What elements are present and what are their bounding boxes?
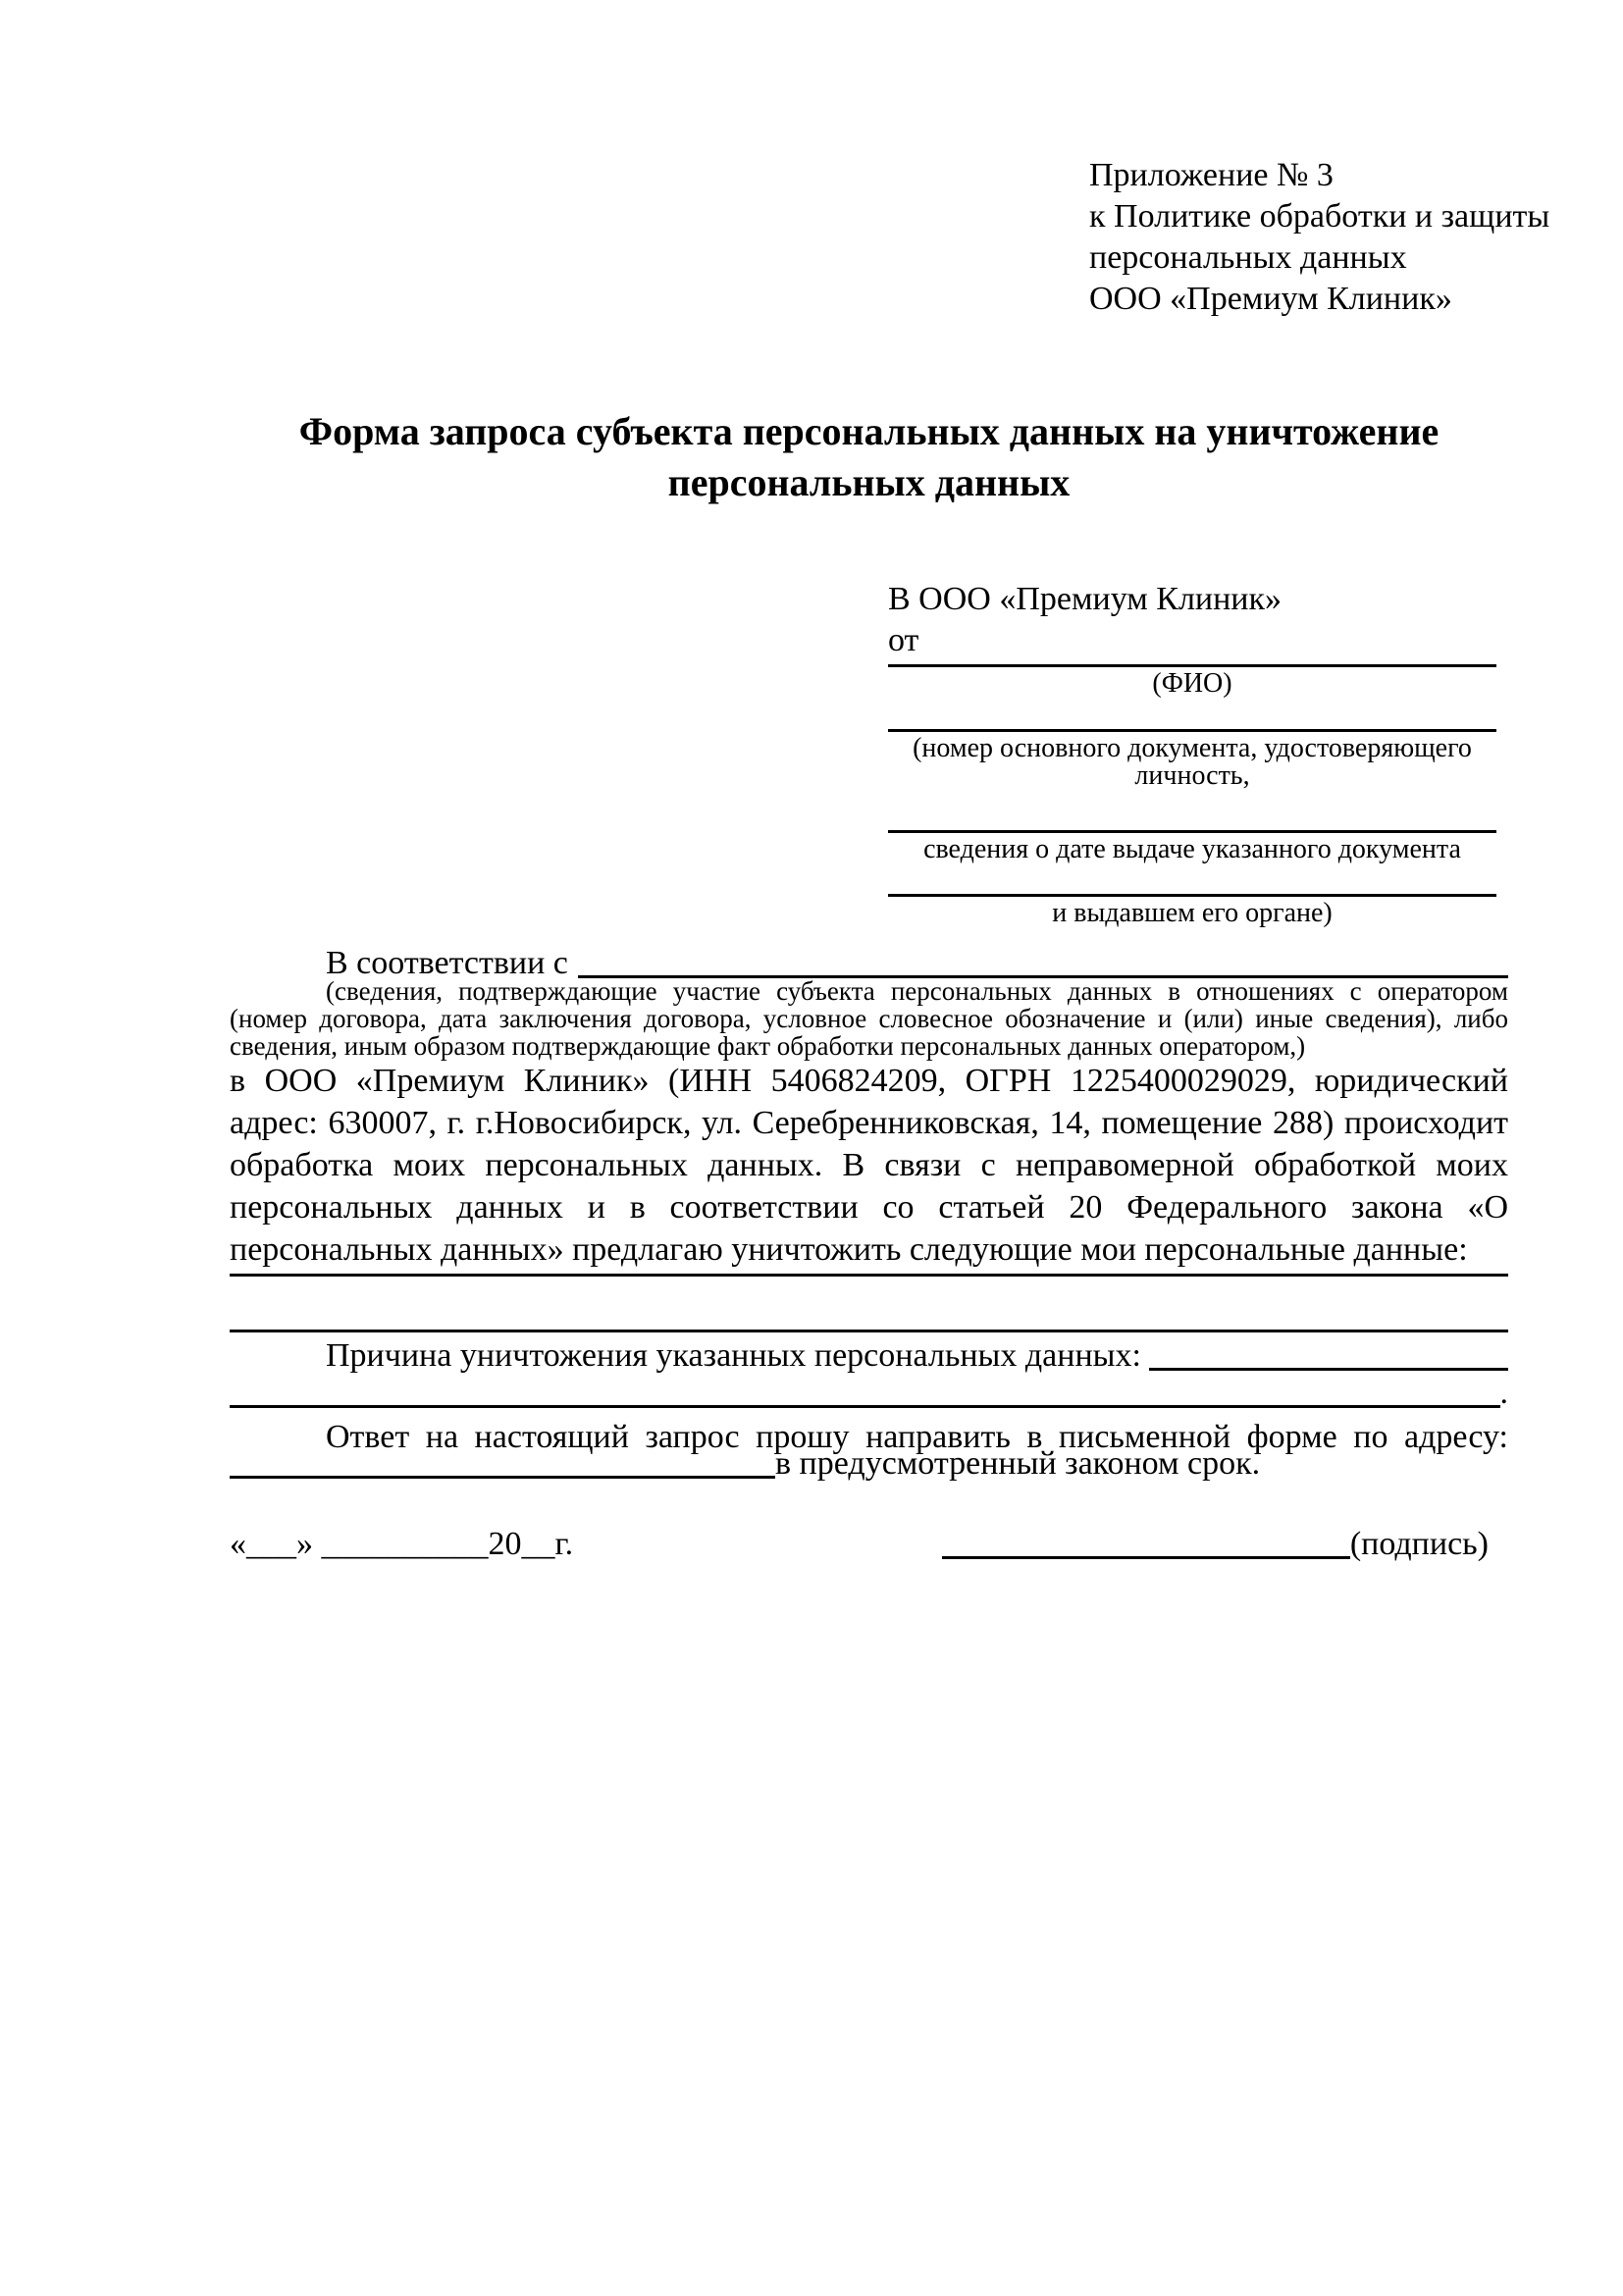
reply-suffix: в предусмотренный законом срок. bbox=[775, 1445, 1261, 1482]
document-title: Форма запроса субъекта персональных данных на уничтожение персональных данных bbox=[298, 409, 1440, 504]
personal-data-blank-line-1 bbox=[230, 1274, 1508, 1277]
reason-label: Причина уничтожения указанных персональных данных: bbox=[326, 1337, 1141, 1374]
reply-paragraph: Ответ на настоящий запрос прошу направить в письменной форме по адресу: bbox=[326, 1419, 1508, 1455]
issue-date-caption: сведения о дате выдаче указанного документа bbox=[923, 834, 1461, 864]
appendix-line-3: персональных данных bbox=[1089, 239, 1407, 276]
reason-line bbox=[230, 1334, 1508, 1377]
appendix-line-1: Приложение № 3 bbox=[1089, 157, 1334, 193]
document-number-caption: (номер основного документа, удостоверяющего личность, bbox=[913, 733, 1472, 791]
appendix-line-2: к Политике обработки и защиты bbox=[1089, 198, 1550, 235]
line-period: . bbox=[1499, 1375, 1508, 1411]
accordance-prefix: В соответствии с bbox=[326, 945, 568, 981]
signature-group bbox=[942, 1523, 1489, 1565]
addressee-from: от bbox=[888, 622, 919, 658]
addressee-block bbox=[888, 579, 1496, 927]
basis-blank-line bbox=[578, 942, 1508, 978]
main-paragraph: в ООО «Премиум Клиник» (ИНН 5406824209, ОГРН 1225400029029, юридический адрес: 630007, г. г.Новосибирск, ул. Серебренниковская, 14, помещение 288) происходит обработка моих персональных данных. В связи с неправомерной обработкой моих персональных данных и в соответствии со статьей 20 Федерального закона «О персональных данных» предлагаю уничтожить следующие мои персональные данные: bbox=[230, 1063, 1508, 1268]
fio-caption: (ФИО) bbox=[1152, 668, 1232, 699]
personal-data-blank-line-2 bbox=[230, 1330, 1508, 1332]
address-blank-line bbox=[230, 1442, 775, 1479]
appendix-line-4: ООО «Премиум Клиник» bbox=[1089, 281, 1452, 317]
date-line: «___» __________20__г. bbox=[230, 1526, 574, 1562]
reason-blank-line-2 bbox=[230, 1372, 1500, 1408]
accordance-footnote: (сведения, подтверждающие участие субъекта персональных данных в отношениях с оператором (номер договора, дата заключения договора, условное словесное обозначение и (или) иные сведения), либо сведения, иным образом подтверждающие факт обработки персональных данных оператором,) bbox=[230, 976, 1508, 1061]
footer-row bbox=[230, 1523, 1508, 1565]
issuing-authority-caption: и выдавшем его органе) bbox=[1052, 898, 1333, 928]
reason-blank-line bbox=[1149, 1334, 1508, 1371]
signature-caption: (подпись) bbox=[1349, 1526, 1489, 1562]
appendix-block bbox=[1089, 155, 1549, 320]
reply-address-line bbox=[230, 1442, 1508, 1485]
addressee-to: В ООО «Премиум Клиник» bbox=[888, 581, 1283, 617]
signature-blank-line bbox=[942, 1523, 1350, 1559]
reason-continuation-line bbox=[230, 1372, 1508, 1414]
